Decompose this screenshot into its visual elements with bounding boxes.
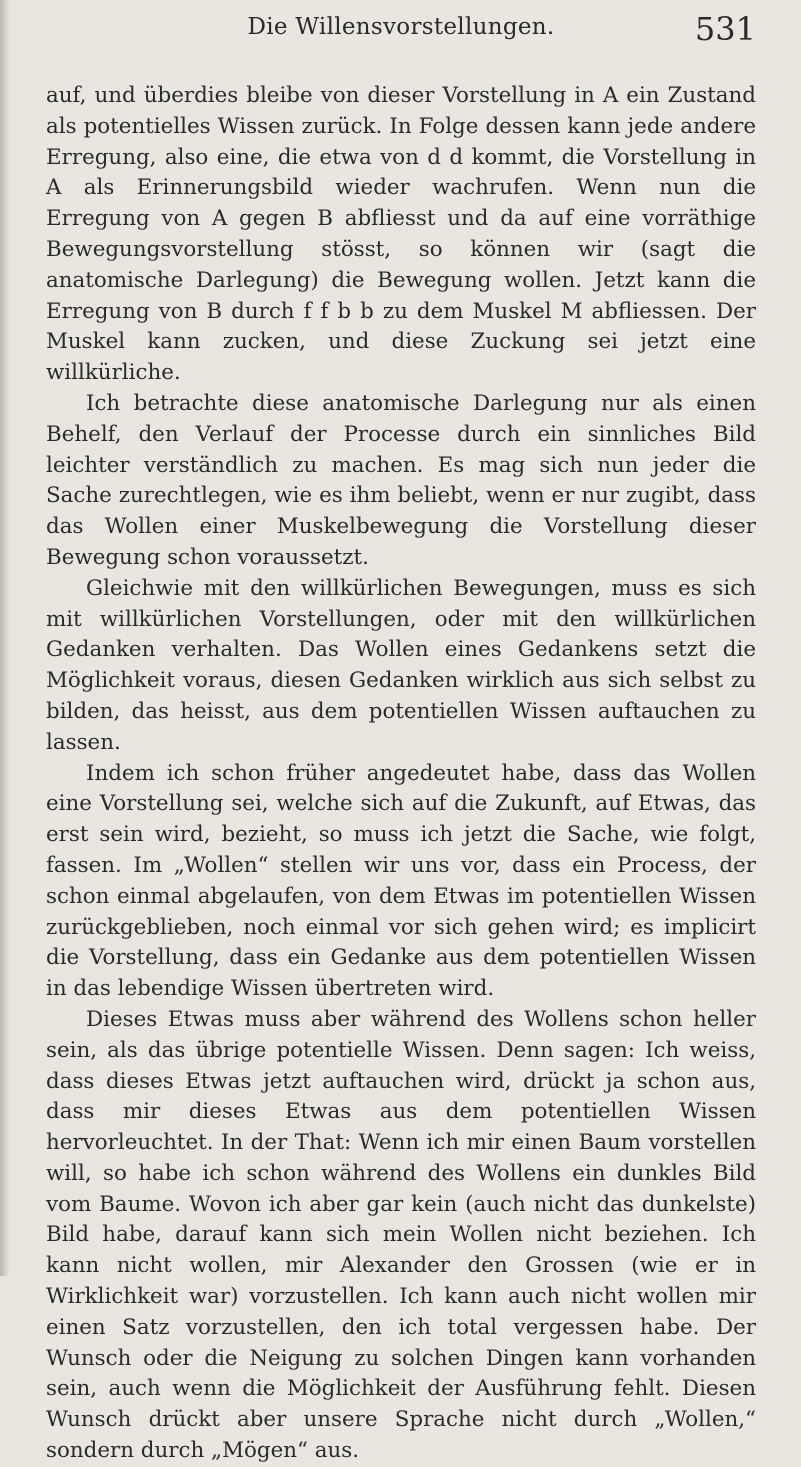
body-text [46, 81, 756, 1467]
paragraph-4: Indem ich schon früher angedeutet habe, dass das Wollen eine Vorstellung sei, welche sich auf die Zukunft, auf Etwas, das erst sein wird, bezieht, so muss ich jetzt die Sache, wie folgt, fassen. Im „Wollen“ stellen wir uns vor, dass ein Process, der schon einmal abgelaufen, von dem Etwas im potentiellen Wissen zurückgeblieben, noch einmal vor sich gehen wird; es implicirt die Vorstellung, dass ein Gedanke aus dem potentiellen Wissen in das lebendige Wissen übertreten wird. [46, 760, 756, 1002]
paragraph-5: Dieses Etwas muss aber während des Wollens schon heller sein, als das übrige potentielle Wissen. Denn sagen: Ich weiss, dass dieses Etwas jetzt auftauchen wird, drückt ja schon aus, dass mir dieses Etwas aus dem potentiellen Wissen hervorleuchtet. In der That: Wenn ich mir einen Baum vorstellen will, so habe ich schon während des Wollens ein dunkles Bild vom Baume. Wovon ich aber gar kein (auch nicht das dunkelste) Bild habe, darauf kann sich mein Wollen nicht beziehen. Ich kann nicht wollen, mir Alexander den Grossen (wie er in Wirklichkeit war) vorzustellen. Ich kann auch nicht wollen mir einen Satz vorzustellen, den ich total vergessen habe. Der Wunsch oder die Neigung zu solchen Dingen kann vorhanden sein, auch wenn die Möglichkeit der Ausführung fehlt. Diesen Wunsch drückt aber unsere Sprache nicht durch „Wollen,“ sondern durch „Mögen“ aus. [46, 1006, 756, 1464]
paragraph-1: auf, und überdies bleibe von dieser Vorstellung in A ein Zustand als potentielles Wissen zurück. In Folge dessen kann jede andere Erregung, also eine, die etwa von d d kommt, die Vorstellung in A als Erinnerungsbild wieder wachrufen. Wenn nun die Erregung von A gegen B abfliesst und da auf eine vorräthige Bewegungsvorstellung stösst, so können wir (sagt die anatomische Darlegung) die Bewegung wollen. Jetzt kann die Erregung von B durch f f b b zu dem Muskel M abfliessen. Der Muskel kann zucken, und diese Zuckung sei jetzt eine willkürliche. [46, 83, 756, 386]
paragraph-2: Ich betrachte diese anatomische Darlegung nur als einen Behelf, den Verlauf der Processe durch ein sinnliches Bild leichter verständlich zu machen. Es mag sich nun jeder die Sache zurechtlegen, wie es ihm beliebt, wenn er nur zugibt, dass das Wollen einer Muskelbewegung die Vorstellung dieser Bewegung schon voraussetzt. [46, 390, 756, 570]
paragraph-3: Gleichwie mit den willkürlichen Bewegungen, muss es sich mit willkürlichen Vorstellungen, oder mit den willkürlichen Gedanken verhalten. Das Wollen eines Gedankens setzt die Möglichkeit voraus, diesen Gedanken wirklich aus sich selbst zu bilden, das heisst, aus dem potentiellen Wissen auftauchen zu lassen. [46, 575, 756, 755]
running-head: Die Willensvorstellungen. [247, 14, 555, 40]
page-header [46, 10, 756, 50]
page-number: 531 [694, 10, 756, 48]
